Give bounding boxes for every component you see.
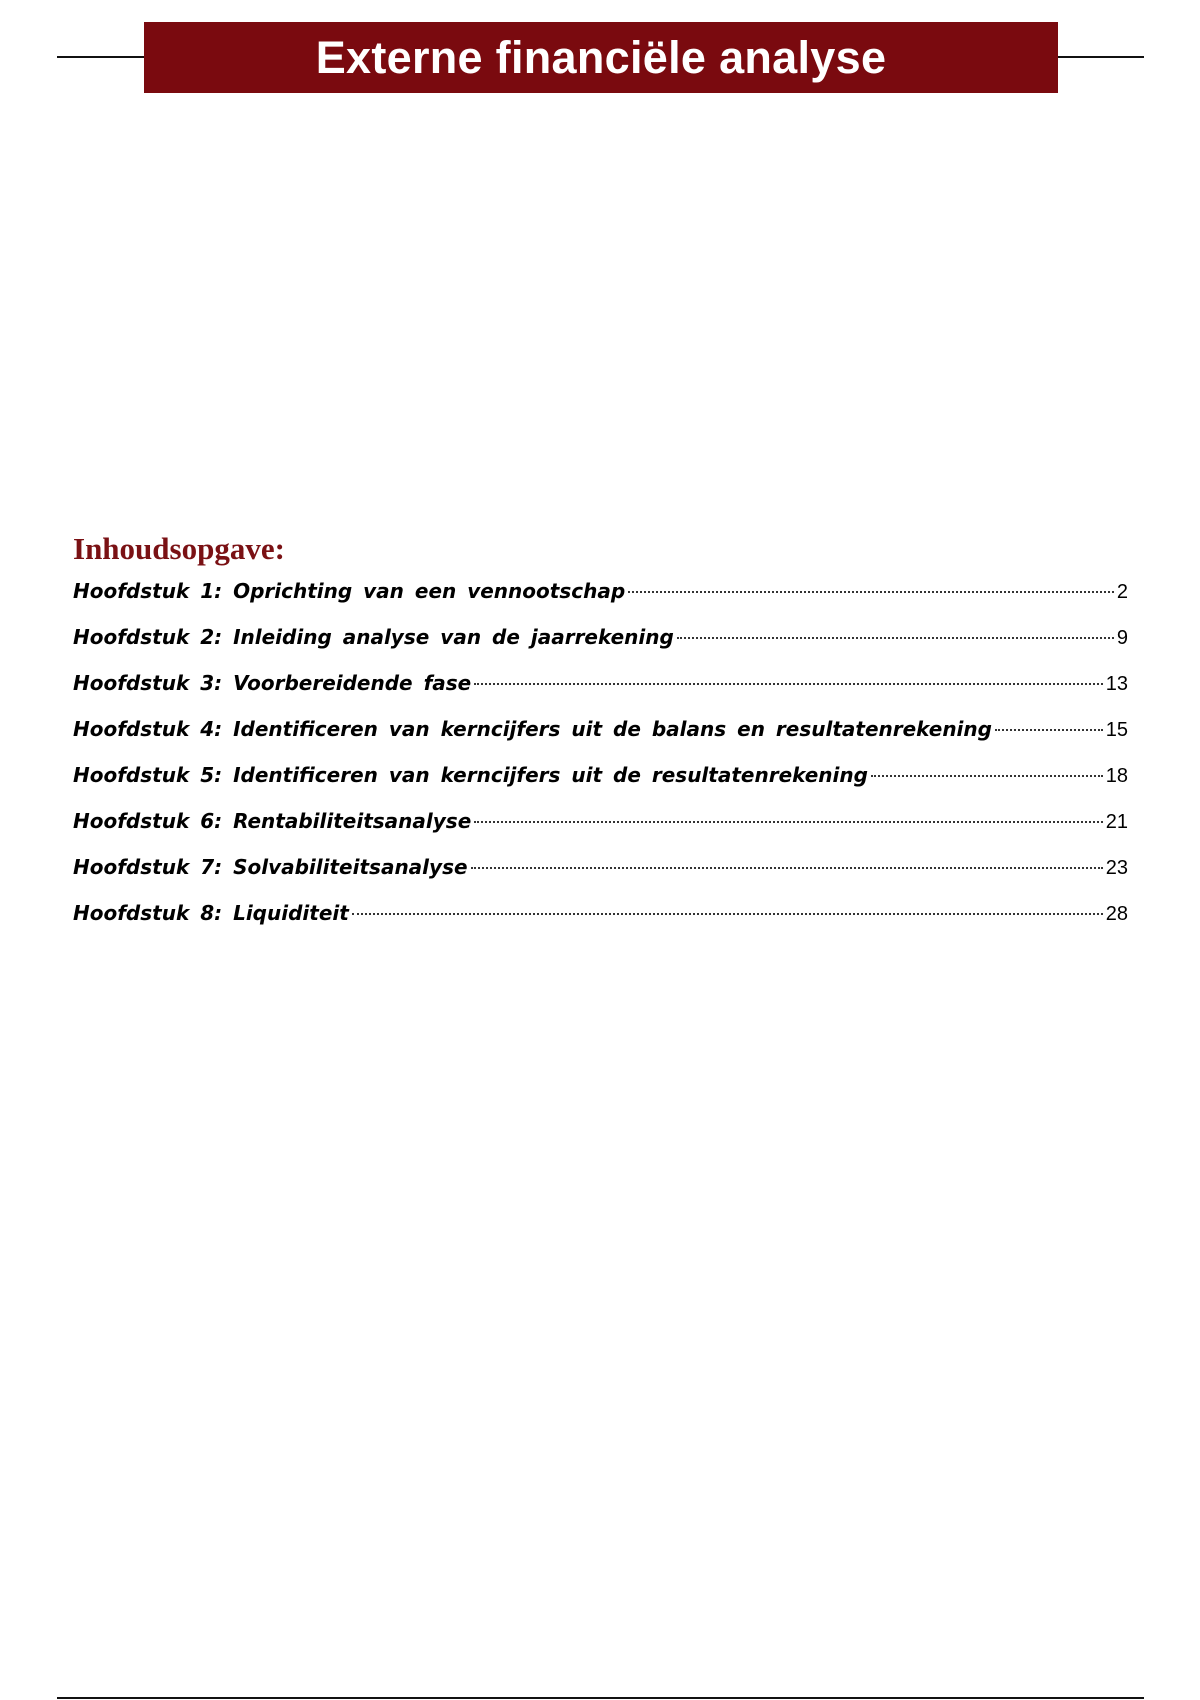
toc-leader-dots	[471, 867, 1103, 869]
toc-entry[interactable]	[73, 852, 1128, 898]
toc-entry-label: Hoofdstuk 7: Solvabiliteitsanalyse	[73, 855, 468, 879]
toc-entry[interactable]	[73, 714, 1128, 760]
toc-entry[interactable]	[73, 668, 1128, 714]
toc-heading: Inhoudsopgave:	[73, 531, 285, 566]
footer-rule	[57, 1697, 1144, 1699]
toc-entry-label: Hoofdstuk 2: Inleiding analyse van de jaarrekening	[73, 625, 674, 649]
toc-leader-dots	[871, 775, 1103, 777]
toc-entry[interactable]	[73, 622, 1128, 668]
toc-entry[interactable]	[73, 576, 1128, 622]
toc-entry-page: 13	[1105, 673, 1128, 695]
toc-entry[interactable]	[73, 806, 1128, 852]
toc-entry[interactable]	[73, 898, 1128, 944]
toc-entry-page: 21	[1105, 811, 1128, 833]
toc-entry-page: 28	[1105, 903, 1128, 925]
toc-entry-page: 9	[1116, 627, 1128, 649]
table-of-contents	[73, 530, 1128, 944]
toc-entry-page: 2	[1116, 581, 1128, 603]
toc-entry-label: Hoofdstuk 6: Rentabiliteitsanalyse	[73, 809, 472, 833]
toc-leader-dots	[474, 821, 1102, 823]
toc-leader-dots	[677, 637, 1114, 639]
toc-entry-label: Hoofdstuk 5: Identificeren van kerncijfers uit de resultatenrekening	[73, 763, 868, 787]
toc-leader-dots	[995, 729, 1103, 731]
document-title: Externe financiële analyse	[315, 31, 887, 83]
toc-entry-page: 18	[1105, 765, 1128, 787]
toc-entry-label: Hoofdstuk 3: Voorbereidende fase	[73, 671, 472, 695]
toc-entry-page: 15	[1105, 719, 1128, 741]
toc-leader-dots	[474, 683, 1103, 685]
toc-entry-label: Hoofdstuk 1: Oprichting van een vennootschap	[73, 579, 626, 603]
toc-entry-label: Hoofdstuk 8: Liquiditeit	[73, 901, 349, 925]
toc-list	[73, 576, 1128, 944]
toc-leader-dots	[628, 591, 1114, 593]
toc-entry-label: Hoofdstuk 4: Identificeren van kerncijfers uit de balans en resultatenrekening	[73, 717, 992, 741]
toc-entry[interactable]	[73, 760, 1128, 806]
title-banner	[144, 22, 1058, 93]
toc-entry-page: 23	[1105, 857, 1128, 879]
toc-leader-dots	[352, 913, 1103, 915]
